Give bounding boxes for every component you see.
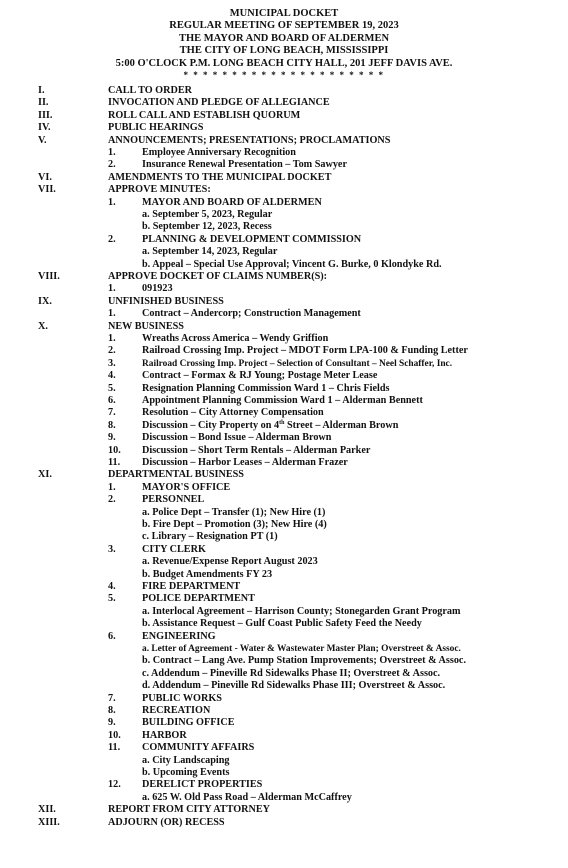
subitem-text: a. September 5, 2023, Regular <box>142 209 273 220</box>
item-number: 4. <box>108 581 116 592</box>
item-text: Railroad Crossing Imp. Project – MDOT Form LPA-100 & Funding Letter <box>142 345 468 357</box>
item-number: 6. <box>108 395 116 406</box>
section-number: VII. <box>38 184 56 196</box>
section-number: XII. <box>38 804 56 816</box>
item-number: 5. <box>108 593 116 605</box>
section-number: II. <box>38 97 49 109</box>
item-number: 1. <box>108 196 116 208</box>
item-text: Contract – Formax & RJ Young; Postage Meter Lease <box>142 370 378 382</box>
section-title: AMENDMENTS TO THE MUNICIPAL DOCKET <box>108 171 332 183</box>
item-text: FIRE DEPARTMENT <box>142 581 241 592</box>
item-text: Discussion – Harbor Leases – Alderman Frazer <box>142 457 348 468</box>
item-text: COMMUNITY AFFAIRS <box>142 742 255 754</box>
item-text: Railroad Crossing Imp. Project – Selection of Consultant – Neel Schaffer, Inc. <box>142 358 453 369</box>
item-number: 9. <box>108 432 116 444</box>
item-text: BUILDING OFFICE <box>142 717 235 729</box>
subitem-text: a. Interlocal Agreement – Harrison County; Stonegarden Grant Program <box>142 605 461 617</box>
subitem-text: b. Fire Dept – Promotion (3); New Hire (4) <box>142 519 327 530</box>
subitem-text: b. Appeal – Special Use Approval; Vincent G. Burke, 0 Klondyke Rd. <box>142 258 442 270</box>
section-number: VI. <box>38 171 52 183</box>
item-text: Discussion – Short Term Rentals – Alderman Parker <box>142 444 371 456</box>
section-title: ROLL CALL AND ESTABLISH QUORUM <box>108 109 301 121</box>
item-number: 2. <box>108 494 116 506</box>
item-number: 2. <box>108 345 116 357</box>
item-text: PUBLIC WORKS <box>142 692 222 704</box>
item-text: Resignation Planning Commission Ward 1 – Chris Fields <box>142 382 390 394</box>
item-number: 1. <box>108 308 116 320</box>
item-number: 5. <box>108 382 116 394</box>
item-number: 3. <box>108 357 116 369</box>
item-number: 3. <box>108 543 116 555</box>
header-body: THE MAYOR AND BOARD OF ALDERMEN <box>178 32 390 44</box>
header-meeting: REGULAR MEETING OF SEPTEMBER 19, 2023 <box>169 20 399 32</box>
item-text: POLICE DEPARTMENT <box>142 593 255 605</box>
section-title: CALL TO ORDER <box>108 85 192 96</box>
section-title: ANNOUNCEMENTS; PRESENTATIONS; PROCLAMATIONS <box>108 134 391 146</box>
item-number: 8. <box>108 419 116 431</box>
item-text-post: Street – Alderman Brown <box>284 419 399 431</box>
header-stars: * * * * * * * * * * * * * * * * * * * * * <box>183 70 385 81</box>
item-number: 6. <box>108 630 116 642</box>
item-text: Contract – Andercorp; Construction Management <box>142 308 361 320</box>
section-number: I. <box>38 85 45 96</box>
header-time-place: 5:00 O'CLOCK P.M. LONG BEACH CITY HALL, 201 JEFF DAVIS AVE. <box>115 57 453 69</box>
subitem-text: a. Revenue/Expense Report August 2023 <box>142 556 318 568</box>
item-number: 2. <box>108 159 116 171</box>
item-text: Employee Anniversary Recognition <box>142 147 296 158</box>
section-number: XIII. <box>38 816 60 828</box>
item-number: 10. <box>108 729 121 741</box>
ordinal-suffix: th <box>279 419 285 426</box>
item-text: DERELICT PROPERTIES <box>142 779 263 791</box>
section-number: X. <box>38 320 48 332</box>
item-text: PERSONNEL <box>142 494 205 506</box>
subitem-text: a. Police Dept – Transfer (1); New Hire (1) <box>142 506 326 518</box>
item-text: RECREATION <box>142 705 211 716</box>
subitem-text: a. 625 W. Old Pass Road – Alderman McCaffrey <box>142 791 352 803</box>
item-number: 12. <box>108 779 121 791</box>
item-text: CITY CLERK <box>142 543 206 555</box>
item-text: Resolution – City Attorney Compensation <box>142 407 324 419</box>
item-number: 1. <box>108 333 116 344</box>
subitem-text: b. Budget Amendments FY 23 <box>142 568 273 580</box>
subitem-text: a. September 14, 2023, Regular <box>142 246 278 258</box>
item-text: MAYOR'S OFFICE <box>142 481 231 493</box>
subitem-text: c. Library – Resignation PT (1) <box>142 531 278 543</box>
item-text: MAYOR AND BOARD OF ALDERMEN <box>142 196 322 208</box>
section-number: IV. <box>38 122 51 134</box>
item-text: PLANNING & DEVELOPMENT COMMISSION <box>142 233 362 245</box>
subitem-text: b. September 12, 2023, Recess <box>142 221 272 233</box>
subitem-text: b. Assistance Request – Gulf Coast Public Safety Feed the Needy <box>142 618 422 630</box>
subitem-text: d. Addendum – Pineville Rd Sidewalks Phase III; Overstreet & Assoc. <box>142 680 446 692</box>
section-number: XI. <box>38 469 52 481</box>
item-text: Wreaths Across America – Wendy Griffion <box>142 333 329 344</box>
section-title: PUBLIC HEARINGS <box>108 122 204 134</box>
item-number: 1. <box>108 147 116 158</box>
item-text <box>142 420 398 432</box>
section-number: VIII. <box>38 271 60 282</box>
item-number: 9. <box>108 717 116 729</box>
item-number: 11. <box>108 742 121 754</box>
item-number: 10. <box>108 444 121 456</box>
item-text-pre: Discussion – City Property on 4 <box>142 419 280 431</box>
item-text: 091923 <box>142 283 173 295</box>
subitem-text: b. Contract – Lang Ave. Pump Station Improvements; Overstreet & Assoc. <box>142 655 466 667</box>
item-text: Appointment Planning Commission Ward 1 – Alderman Bennett <box>142 395 423 406</box>
section-number: V. <box>38 134 47 146</box>
subitem-text: a. Letter of Agreement - Water & Wastewater Master Plan; Overstreet & Assoc. <box>142 644 461 654</box>
section-title: UNFINISHED BUSINESS <box>108 295 224 307</box>
item-number: 7. <box>108 407 116 419</box>
header-city: THE CITY OF LONG BEACH, MISSISSIPPI <box>179 45 389 57</box>
section-title: APPROVE DOCKET OF CLAIMS NUMBER(S): <box>108 271 328 282</box>
header-title: MUNICIPAL DOCKET <box>229 8 339 19</box>
item-number: 7. <box>108 692 116 704</box>
item-number: 4. <box>108 370 116 382</box>
item-number: 11. <box>108 457 121 468</box>
subitem-text: b. Upcoming Events <box>142 767 230 778</box>
item-number: 1. <box>108 481 116 493</box>
item-text: Discussion – Bond Issue – Alderman Brown <box>142 432 332 444</box>
item-number: 8. <box>108 705 116 716</box>
section-title: INVOCATION AND PLEDGE OF ALLEGIANCE <box>108 97 330 109</box>
item-text: ENGINEERING <box>142 630 216 642</box>
section-title: APPROVE MINUTES: <box>108 184 211 196</box>
item-number: 2. <box>108 233 116 245</box>
docket-header <box>0 8 568 81</box>
section-number: IX. <box>38 295 52 307</box>
subitem-text: a. City Landscaping <box>142 754 230 766</box>
item-text: HARBOR <box>142 729 187 741</box>
item-text: Insurance Renewal Presentation – Tom Sawyer <box>142 159 347 171</box>
item-number: 1. <box>108 283 116 295</box>
section-title: NEW BUSINESS <box>108 320 184 332</box>
section-title: ADJOURN (OR) RECESS <box>108 816 225 828</box>
section-number: III. <box>38 109 53 121</box>
section-title: REPORT FROM CITY ATTORNEY <box>108 804 270 816</box>
subitem-text: c. Addendum – Pineville Rd Sidewalks Phase II; Overstreet & Assoc. <box>142 667 441 679</box>
section-title: DEPARTMENTAL BUSINESS <box>108 469 244 481</box>
